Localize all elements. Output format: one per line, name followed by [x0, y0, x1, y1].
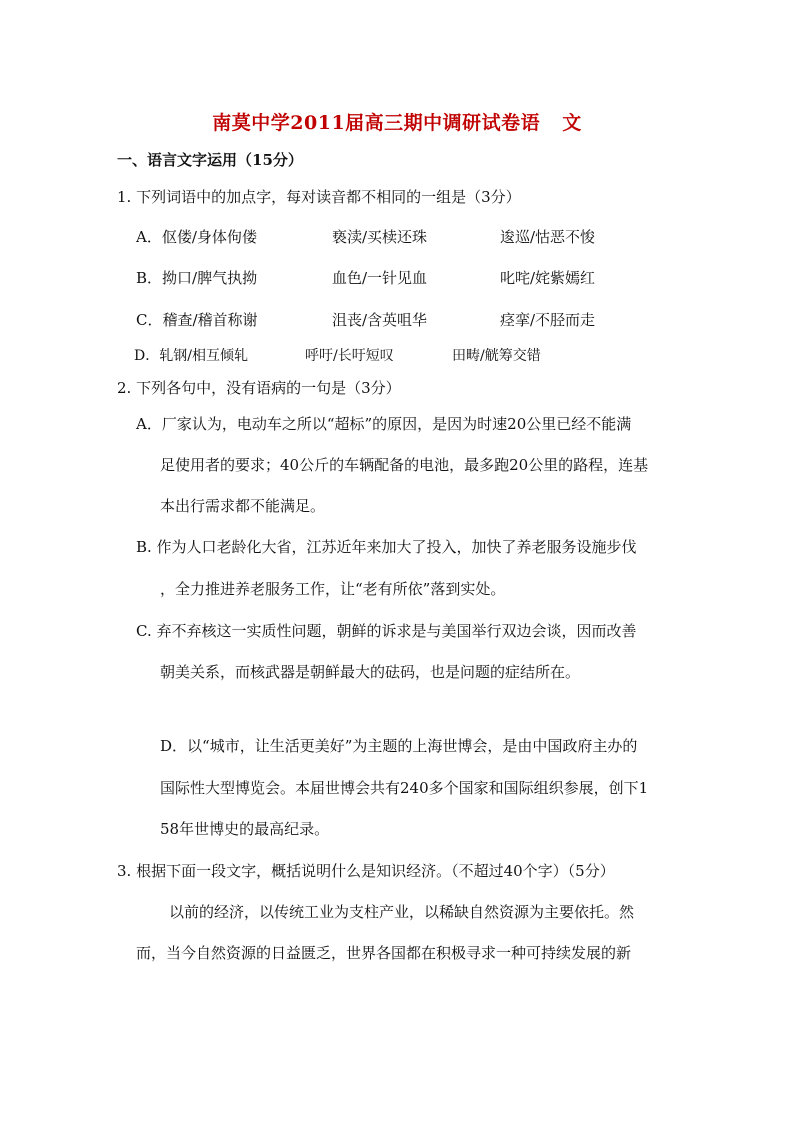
q2-option-a-line-2: 足使用者的要求；40公斤的车辆配备的电池，最多跑20公里的路程，连基 — [160, 456, 649, 474]
question-2-stem: 2. 下列各句中，没有语病的一句是（3分） — [117, 379, 401, 397]
q2-option-b-line-1: B. 作为人口老龄化大省，江苏近年来加大了投入，加快了养老服务设施步伐 — [136, 538, 637, 556]
q1-c-item-2: 沮丧/含英咀华 — [332, 311, 428, 329]
exam-title-main: 南莫中学2011届高三期中调研试卷语 — [212, 112, 541, 134]
q1-b-item-1: B．拗口/脾气执拗 — [136, 269, 258, 287]
q1-d-item-3: 田畴/觥筹交错 — [452, 348, 541, 364]
q3-paragraph-line-2: 而，当今自然资源的日益匮乏，世界各国都在积极寻求一种可持续发展的新 — [136, 944, 632, 962]
exam-title — [0, 108, 794, 135]
q1-c-item-1: C．稽查/稽首称谢 — [136, 311, 258, 329]
q2-option-d-line-2: 国际性大型博览会。本届世博会共有240多个国家和国际组织参展，创下1 — [160, 779, 649, 797]
q2-option-c-line-1: C. 弃不弃核这一实质性问题，朝鲜的诉求是与美国举行双边会谈，因而改善 — [136, 622, 637, 640]
exam-title-subject: 文 — [562, 112, 582, 134]
q2-option-d-line-3: 58年世博史的最高纪录。 — [160, 820, 330, 838]
q1-b-item-2: 血色/一针见血 — [332, 269, 428, 287]
q2-option-d-line-1: D．以“城市，让生活更美好”为主题的上海世博会，是由中国政府主办的 — [160, 737, 638, 755]
q2-option-a-line-1: A．厂家认为，电动车之所以“超标”的原因，是因为时速20公里已经不能满 — [136, 415, 632, 433]
q1-a-item-3: 逡巡/怙恶不悛 — [500, 228, 596, 246]
q1-a-item-2: 亵渎/买椟还珠 — [332, 228, 428, 246]
q1-a-item-1: A．伛偻/身体佝偻 — [136, 228, 257, 246]
q2-option-c-line-2: 朝美关系，而核武器是朝鲜最大的砝码，也是问题的症结所在。 — [160, 663, 581, 681]
q3-paragraph-line-1: 以前的经济，以传统工业为支柱产业，以稀缺自然资源为主要依托。然 — [169, 903, 635, 921]
question-1-stem: 1. 下列词语中的加点字，每对读音都不相同的一组是（3分） — [117, 188, 521, 206]
q2-option-b-line-2: ，全力推进养老服务工作，让“老有所依”落到实处。 — [160, 580, 506, 598]
question-3-stem: 3. 根据下面一段文字，概括说明什么是知识经济。（不超过40个字）（5分） — [117, 862, 615, 880]
q1-d-item-2: 呼吁/长吁短叹 — [305, 348, 394, 364]
q1-d-item-1: D．轧钢/相互倾轧 — [134, 348, 248, 364]
q1-b-item-3: 叱咤/姹紫嫣红 — [500, 269, 596, 287]
q1-c-item-3: 痉挛/不胫而走 — [500, 311, 596, 329]
section-heading: 一、语言文字运用（15分） — [117, 151, 303, 169]
q2-option-a-line-3: 本出行需求都不能满足。 — [160, 497, 326, 515]
